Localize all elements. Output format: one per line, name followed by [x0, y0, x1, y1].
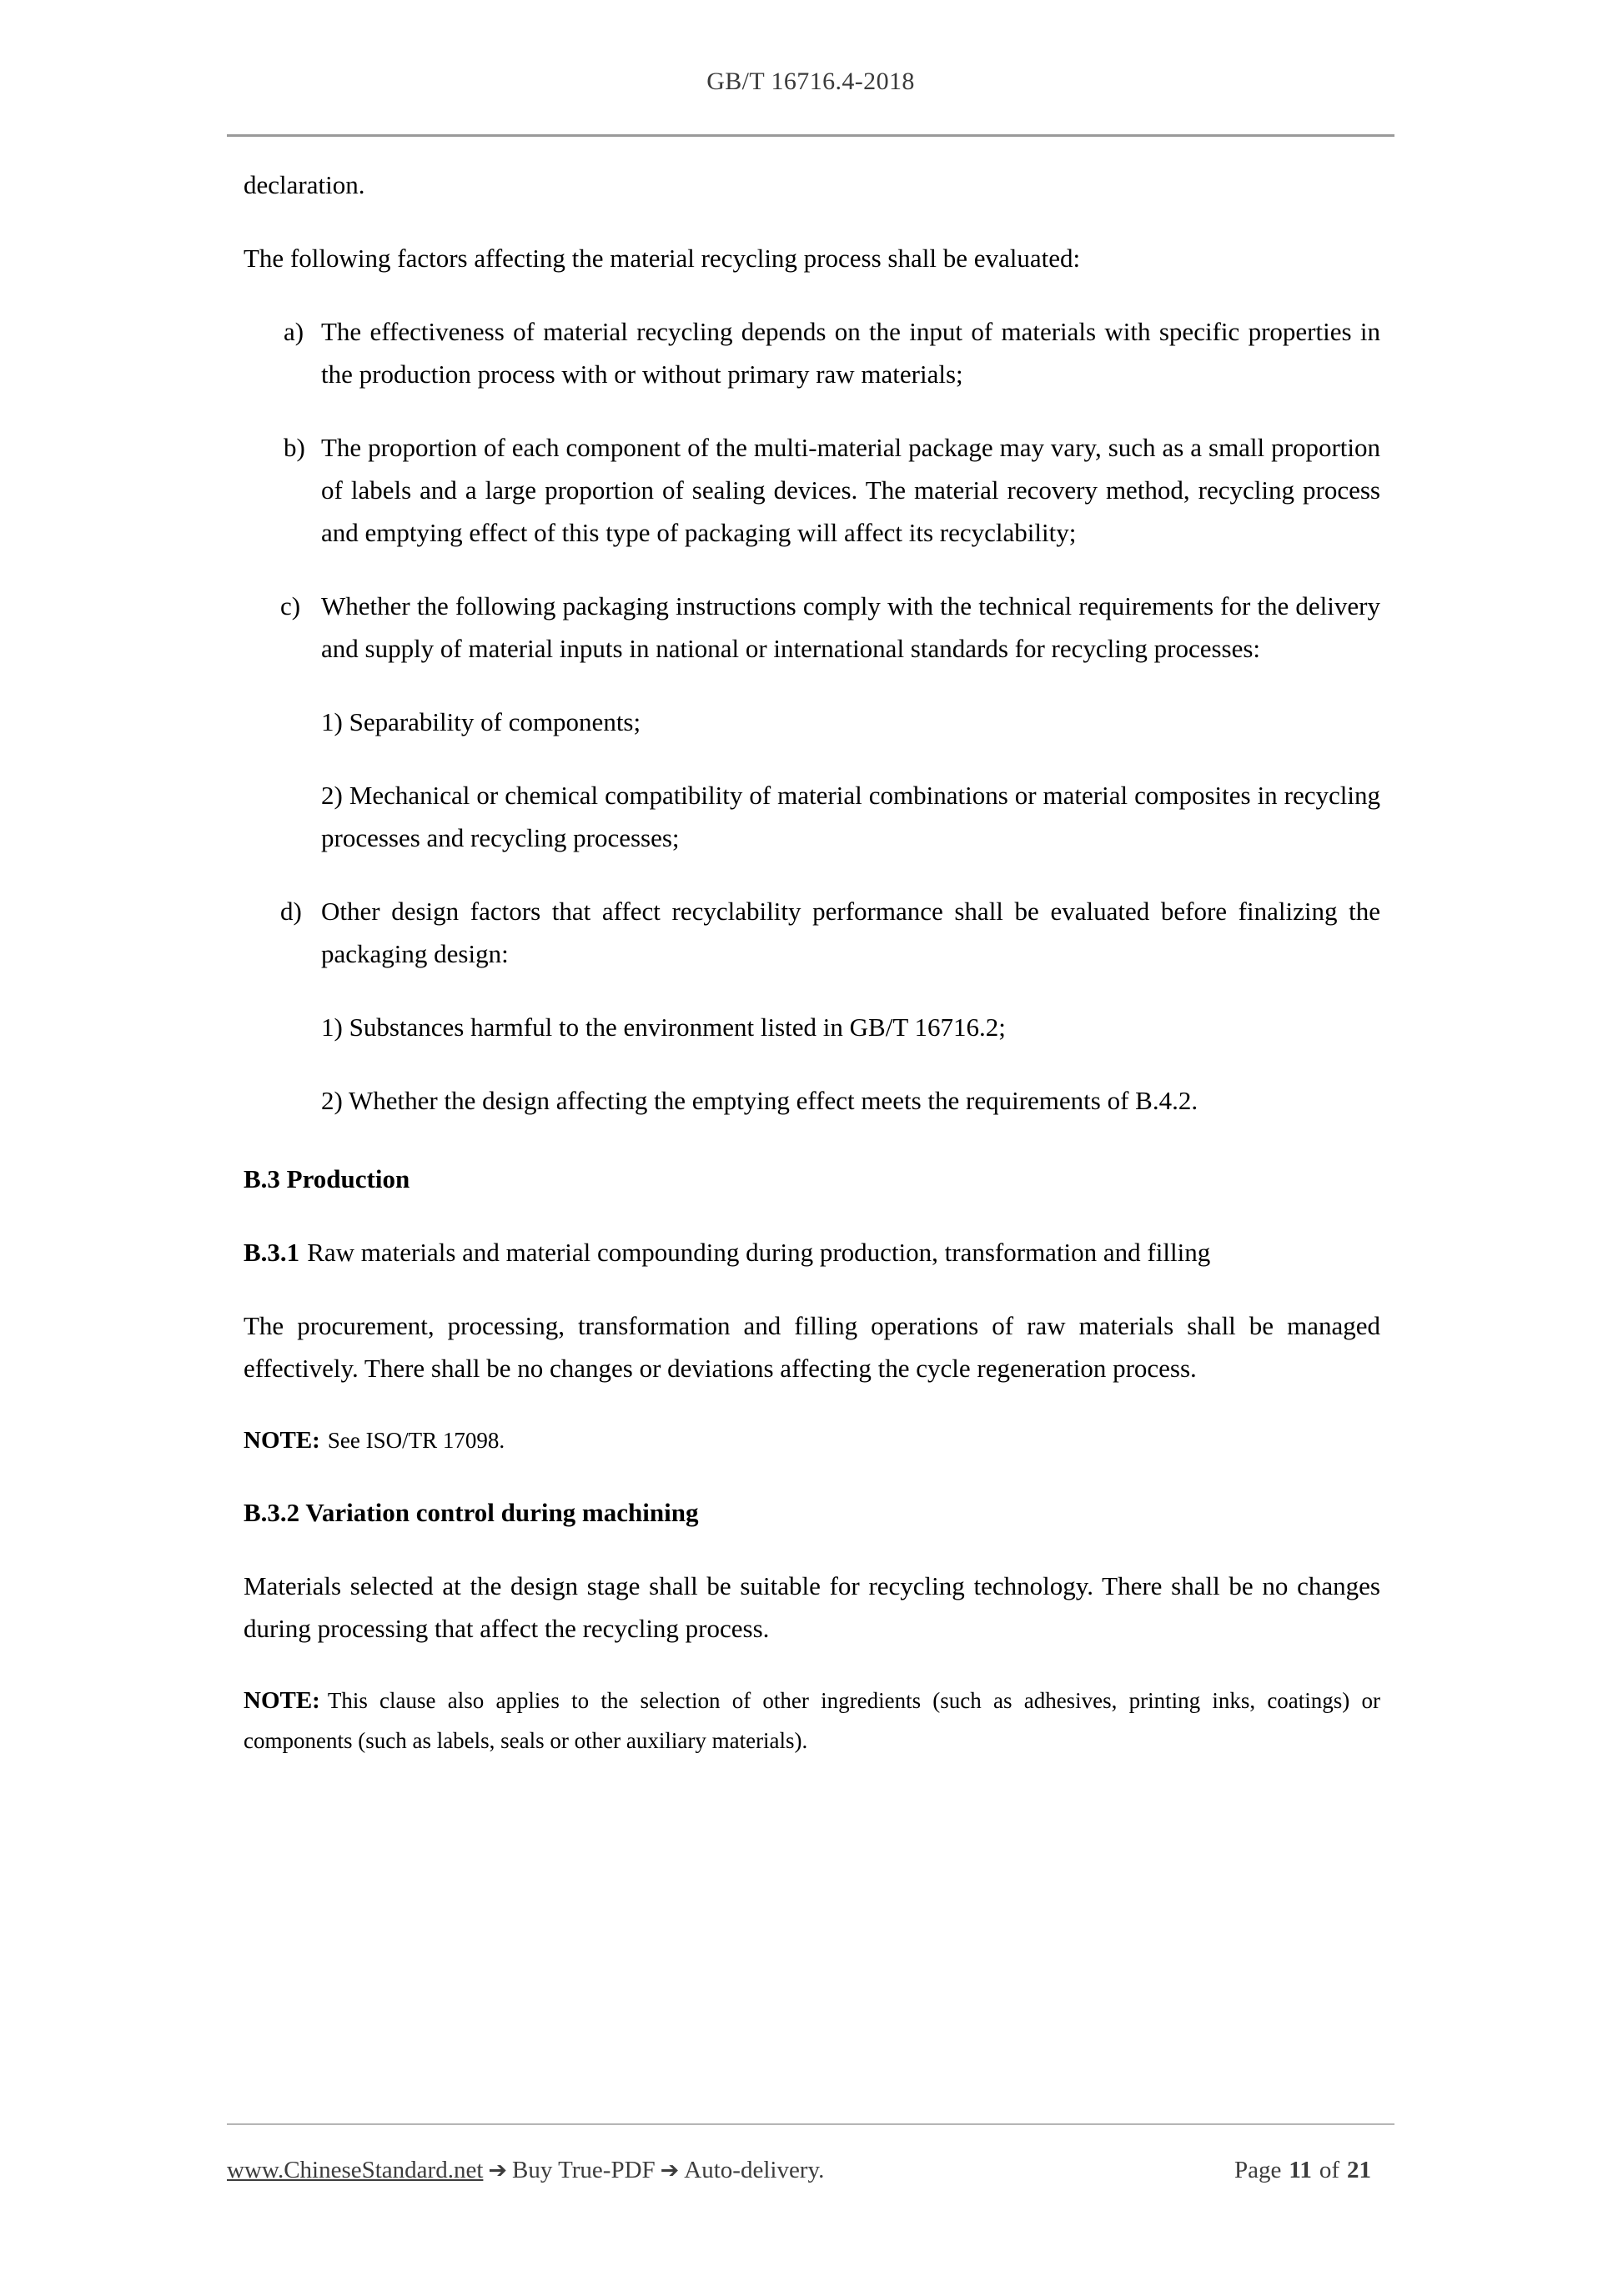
note-other-ingredients — [244, 1681, 1380, 1761]
sublist-item: 2) Whether the design affecting the emptying effect meets the requirements of B.4.2. — [321, 1086, 1198, 1115]
page-indicator — [1234, 2153, 1394, 2187]
page-number: 11 — [1289, 2157, 1312, 2183]
paragraph-procurement: The procurement, processing, transformation and filling operations of raw materials shall be managed effectively. There shall be no changes or deviations affecting the cycle regeneration process. — [244, 1311, 1380, 1383]
footer-url-link[interactable]: www.ChineseStandard.net — [227, 2157, 484, 2183]
header-divider — [227, 134, 1394, 137]
sublist-item: 1) Separability of components; — [321, 707, 641, 736]
list-item-text-b: The proportion of each component of the multi-material package may vary, such as a small proportion of labels and a large proportion of sealing devices. The material recovery method, recycling process and emptying effect of this type of packaging will affect its recyclability; — [321, 433, 1380, 547]
list-item — [244, 310, 1380, 395]
list-item-text-a: The effectiveness of material recycling depends on the input of materials with specific properties in the production process with or without primary raw materials; — [321, 317, 1380, 389]
header-standard-number: GB/T 16716.4-2018 — [706, 68, 915, 95]
list-marker-c: c) — [280, 591, 301, 620]
list-marker-a: a) — [284, 317, 304, 346]
list-item — [244, 585, 1380, 670]
paragraph-materials: Materials selected at the design stage shall be suitable for recycling technology. There shall be no changes during processing that affect the recycling process. — [244, 1571, 1380, 1643]
page-of-label: of — [1319, 2157, 1339, 2183]
heading-b3: B.3 Production — [244, 1164, 410, 1193]
list-item-text-c: Whether the following packaging instructions comply with the technical requirements for the delivery and supply of material inputs in national or international standards for recycling processes: — [321, 591, 1380, 663]
heading-b31-number: B.3.1 — [244, 1238, 300, 1267]
list-item — [244, 426, 1380, 554]
sublist-item: 2) Mechanical or chemical compatibility of material combinations or material composites in recycling processes and recycling processes; — [321, 781, 1380, 852]
footer-divider — [227, 2123, 1394, 2125]
document-content — [244, 163, 1380, 1791]
page-footer — [227, 2123, 1394, 2223]
note-text: See ISO/TR 17098. — [327, 1428, 505, 1453]
heading-b31 — [244, 1231, 1380, 1274]
heading-b32: B.3.2 Variation control during machining — [244, 1498, 699, 1527]
arrow-right-icon: ➔ — [660, 2158, 680, 2183]
note-label: NOTE: — [244, 1687, 320, 1714]
list-item — [244, 890, 1380, 975]
heading-b31-text: Raw materials and material compounding during production, transformation and filling — [307, 1238, 1211, 1267]
footer-promo — [227, 2153, 824, 2187]
footer-action-delivery: Auto-delivery. — [684, 2157, 825, 2183]
list-marker-b: b) — [284, 433, 305, 462]
page-label: Page — [1234, 2157, 1282, 2183]
note-iso-tr — [244, 1420, 1380, 1460]
page-header — [227, 65, 1394, 137]
note-text: This clause also applies to the selection of other ingredients (such as adhesives, printing inks, coatings) or components (such as labels, seals or other auxiliary materials). — [244, 1688, 1380, 1753]
footer-action-buy: Buy True-PDF — [512, 2157, 656, 2183]
list-marker-d: d) — [280, 897, 302, 926]
note-label: NOTE: — [244, 1427, 320, 1454]
list-item-text-d: Other design factors that affect recyclability performance shall be evaluated before finalizing the packaging design: — [321, 897, 1380, 968]
sublist-item: 1) Substances harmful to the environment listed in GB/T 16716.2; — [321, 1012, 1006, 1042]
footer-row — [227, 2153, 1394, 2187]
paragraph-declaration: declaration. — [244, 170, 365, 199]
arrow-right-icon: ➔ — [488, 2158, 508, 2183]
page-total: 21 — [1347, 2157, 1371, 2183]
paragraph-intro: The following factors affecting the material recycling process shall be evaluated: — [244, 244, 1081, 273]
